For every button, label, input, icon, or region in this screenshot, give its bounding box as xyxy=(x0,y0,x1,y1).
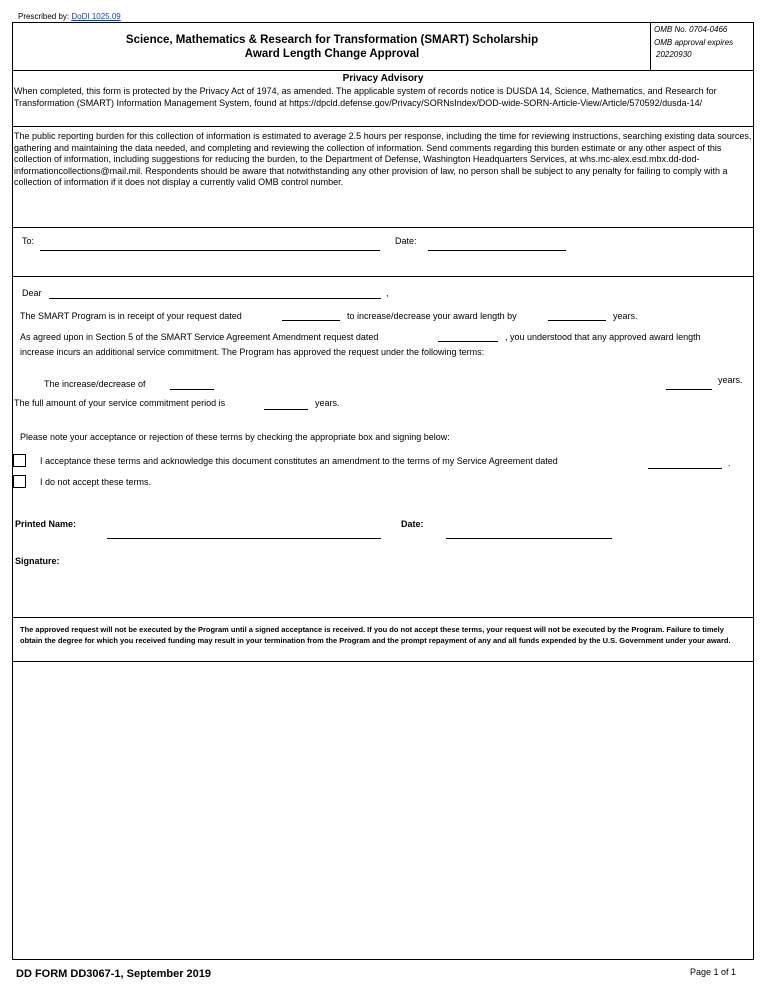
service-commitment-field[interactable] xyxy=(264,409,308,410)
increase-years: years. xyxy=(718,375,743,385)
burden-text: The public reporting burden for this collection of information is estimated to average 2.5 hours per response, including the time for reviewing instructions, searching existing data sources, gathering and maintaining the data needed, and completing and reviewing the collection of information. Send comments regarding this burden estimate or any other aspect of this collection of information, including suggestions for reducing the burden, to the Department of Defense, Washington Headquarters Services, at whs.mc-alex.esd.mbx.dd-dod-informationcollections@mail.mil. Respondents should be aware that notwithstanding any other provision of law, no person shall be subject to any penalty for failing to comply with a collection of information if it does not display a currently valid OMB control number. xyxy=(14,131,752,187)
divider-privacy xyxy=(12,126,754,127)
execution-notice: The approved request will not be executed by the Program until a signed acceptance is received. If you do not accept these terms, your request will not be executed by the Program. Failure to timely obtain the degree for which you received funding may result in your termination from the Program and the prompt repayment of any and all funds expended by the U.S. Government under your award. xyxy=(20,625,731,645)
request-date-field[interactable] xyxy=(282,320,340,321)
to-label: To: xyxy=(22,236,35,246)
agreed-text-3: increase incurs an additional service commitment. The Program has approved the request under the following terms: xyxy=(20,347,485,357)
page-number: Page 1 of 1 xyxy=(690,967,737,977)
omb-box xyxy=(650,22,754,70)
address-date-field[interactable] xyxy=(428,250,566,251)
amendment-request-date-field[interactable] xyxy=(438,341,498,342)
omb-expires-date: 20220930 xyxy=(656,50,692,59)
printed-name-label: Printed Name: xyxy=(15,519,77,529)
signature-field[interactable] xyxy=(90,552,390,572)
increase-years-field[interactable] xyxy=(666,389,712,390)
form-title-line2: Award Length Change Approval xyxy=(244,48,420,60)
increase-value-field[interactable] xyxy=(170,389,214,390)
increase-label: The increase/decrease of xyxy=(44,379,146,389)
reject-text: I do not accept these terms. xyxy=(40,477,152,487)
agreed-text-2: , you understood that any approved award length xyxy=(505,332,701,342)
form-title-line1: Science, Mathematics & Research for Transformation (SMART) Scholarship xyxy=(125,34,539,46)
please-note-text: Please note your acceptance or rejection of these terms by checking the appropriate box and signing below: xyxy=(20,432,450,442)
omb-expires-label: OMB approval expires xyxy=(654,37,734,47)
accept-period: . xyxy=(728,458,731,468)
form-id: DD FORM DD3067-1, September 2019 xyxy=(16,968,212,980)
signature-label: Signature: xyxy=(15,556,60,566)
receipt-text-2: to increase/decrease your award length by xyxy=(347,311,517,321)
receipt-years: years. xyxy=(613,311,638,321)
prescribed-by-label: Prescribed by: xyxy=(18,12,70,21)
divider-burden xyxy=(12,227,754,228)
printed-name-field[interactable] xyxy=(107,538,381,539)
dear-name-field[interactable] xyxy=(49,298,381,299)
divider-signature xyxy=(12,617,754,618)
divider-notice xyxy=(12,661,754,662)
accept-checkbox[interactable] xyxy=(13,454,26,467)
privacy-title: Privacy Advisory xyxy=(342,73,424,84)
award-length-change-field[interactable] xyxy=(548,320,606,321)
omb-number: OMB No. 0704-0466 xyxy=(654,25,728,34)
dear-comma: , xyxy=(386,288,389,298)
full-amount-years: years. xyxy=(315,398,340,408)
signature-date-label: Date: xyxy=(401,519,424,529)
receipt-text-1: The SMART Program is in receipt of your request dated xyxy=(20,311,242,321)
address-date-label: Date: xyxy=(395,236,417,246)
divider-header xyxy=(12,70,754,71)
prescribed-by xyxy=(18,12,121,21)
accept-text: I acceptance these terms and acknowledge this document constitutes an amendment to the terms of my Service Agreement dated xyxy=(40,456,558,466)
form-title xyxy=(12,33,652,61)
full-amount-label: The full amount of your service commitment period is xyxy=(14,398,226,408)
divider-address xyxy=(12,276,754,277)
signature-date-field[interactable] xyxy=(446,538,612,539)
to-field[interactable] xyxy=(40,250,380,251)
agreed-text-1: As agreed upon in Section 5 of the SMART Service Agreement Amendment request dated xyxy=(20,332,379,342)
dear-label: Dear xyxy=(22,288,42,298)
prescribed-by-link[interactable]: DoDI 1025.09 xyxy=(71,12,121,21)
reject-checkbox[interactable] xyxy=(13,475,26,488)
service-agreement-date-field[interactable] xyxy=(648,468,722,469)
privacy-text: When completed, this form is protected by the Privacy Act of 1974, as amended. The applicable system of records notice is DUSDA 14, Science, Mathematics, and Research for Transformation (SMART) Information Management System, found at https://dpcld.defense.gov/Privacy/SORNsIndex/DOD-wide-SORN-Article-View/Article/570592/dusda-14/ xyxy=(14,86,717,108)
